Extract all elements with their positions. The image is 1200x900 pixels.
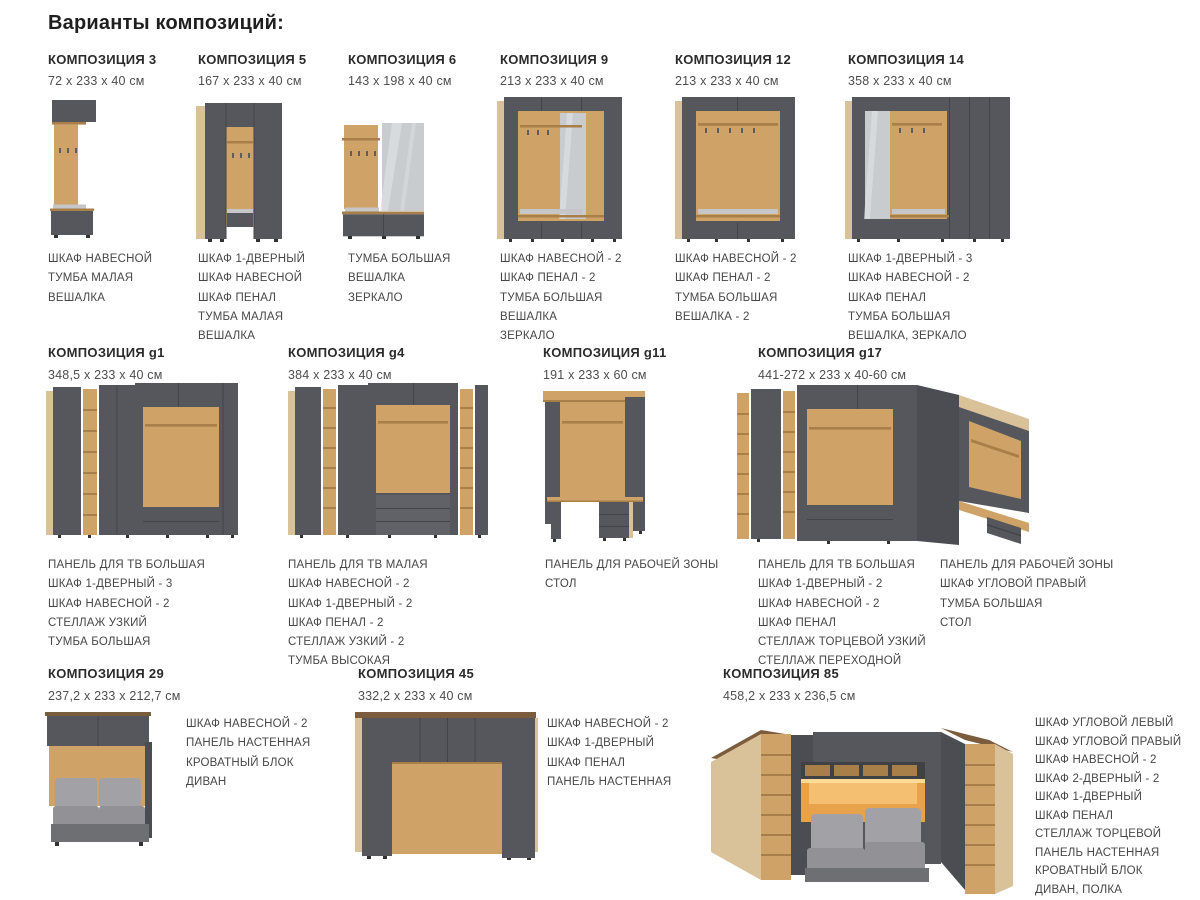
component-item: ВЕШАЛКА - 2	[675, 310, 750, 323]
composition-g17-image	[737, 383, 1029, 545]
component-item: ПАНЕЛЬ ДЛЯ ТВ БОЛЬШАЯ	[48, 559, 205, 571]
composition-3-image	[50, 100, 100, 240]
composition-29-title: КОМПОЗИЦИЯ 29	[48, 666, 164, 681]
component-item: СТЕЛЛАЖ УЗКИЙ	[48, 616, 148, 629]
component-item: ВЕШАЛКА	[500, 310, 558, 323]
composition-g17-items-col2	[940, 556, 1115, 633]
furniture-render-3	[50, 100, 100, 240]
component-item: СТОЛ	[545, 578, 577, 591]
composition-5-dimensions: 167 x 233 x 40 см	[198, 74, 302, 88]
composition-g4-title: КОМПОЗИЦИЯ g4	[288, 345, 405, 360]
composition-6-dimensions: 143 x 198 x 40 см	[348, 74, 452, 88]
component-item: ТУМБА МАЛАЯ	[198, 310, 284, 323]
component-item: ШКАФ УГЛОВОЙ ПРАВЫЙ	[940, 578, 1087, 591]
component-item: ВЕШАЛКА, ЗЕРКАЛО	[848, 330, 967, 343]
component-item: ТУМБА БОЛЬШАЯ	[940, 597, 1043, 610]
composition-14-dimensions: 358 x 233 x 40 см	[848, 74, 952, 88]
composition-g17-dimensions: 441-272 x 233 x 40-60 см	[758, 368, 907, 382]
component-item: ТУМБА БОЛЬШАЯ	[848, 310, 951, 323]
furniture-render-g1	[46, 383, 238, 541]
component-item: СТЕЛЛАЖ ТОРЦЕВОЙ УЗКИЙ	[758, 636, 926, 649]
composition-3-items	[48, 250, 193, 308]
composition-3-dimensions: 72 x 233 x 40 см	[48, 74, 145, 88]
component-item: ВЕШАЛКА	[348, 272, 406, 285]
component-item: ВЕШАЛКА	[198, 330, 256, 343]
component-item: ШКАФ ПЕНАЛ	[198, 291, 277, 304]
composition-g11-dimensions: 191 x 233 x 60 см	[543, 368, 647, 382]
composition-g1-dimensions: 348,5 x 233 x 40 см	[48, 368, 163, 382]
component-item: ВЕШАЛКА	[48, 291, 106, 304]
composition-g17-title: КОМПОЗИЦИЯ g17	[758, 345, 883, 360]
composition-45-dimensions: 332,2 x 233 x 40 см	[358, 689, 473, 703]
component-item: ШКАФ НАВЕСНОЙ - 2	[186, 718, 308, 730]
furniture-render-14	[845, 97, 1010, 243]
composition-29-image	[45, 712, 160, 857]
composition-29-dimensions: 237,2 x 233 x 212,7 см	[48, 689, 181, 703]
composition-12-items	[675, 250, 835, 327]
component-item: ШКАФ НАВЕСНОЙ - 2	[547, 718, 669, 730]
composition-29-items	[186, 715, 351, 792]
component-item: ТУМБА БОЛЬШАЯ	[48, 636, 151, 649]
component-item: ШКАФ ПЕНАЛ	[758, 616, 837, 629]
component-item: ШКАФ ПЕНАЛ - 2	[288, 616, 384, 629]
furniture-render-85	[703, 702, 1023, 900]
composition-5-items	[198, 250, 343, 346]
component-item: ДИВАН	[186, 775, 227, 788]
composition-g11-items	[545, 556, 730, 595]
component-item: ТУМБА БОЛЬШАЯ	[675, 291, 778, 304]
composition-g11-image	[543, 385, 651, 545]
furniture-render-45	[355, 712, 538, 860]
composition-6-items	[348, 250, 493, 308]
furniture-render-12	[675, 97, 795, 243]
composition-12-title: КОМПОЗИЦИЯ 12	[675, 52, 791, 67]
composition-85-dimensions: 458,2 x 233 x 236,5 см	[723, 689, 856, 703]
component-item: ТУМБА БОЛЬШАЯ	[500, 291, 603, 304]
furniture-render-g4	[288, 383, 488, 541]
page-title: Варианты композиций:	[48, 12, 285, 34]
component-item: СТЕЛЛАЖ УЗКИЙ - 2	[288, 636, 405, 649]
component-item: ТУМБА БОЛЬШАЯ	[348, 253, 451, 265]
composition-3-title: КОМПОЗИЦИЯ 3	[48, 52, 157, 67]
component-item: ШКАФ НАВЕСНОЙ - 2	[848, 272, 970, 285]
composition-12-image	[675, 97, 795, 243]
component-item: ШКАФ 1-ДВЕРНЫЙ - 3	[848, 253, 973, 265]
component-item: ШКАФ 2-ДВЕРНЫЙ - 2	[1035, 772, 1160, 785]
composition-9-title: КОМПОЗИЦИЯ 9	[500, 52, 609, 67]
component-item: ШКАФ НАВЕСНОЙ	[48, 253, 153, 265]
composition-g1-items	[48, 556, 238, 652]
component-item: ШКАФ НАВЕСНОЙ - 2	[1035, 754, 1157, 766]
composition-85-image	[703, 702, 1023, 900]
component-item: КРОВАТНЫЙ БЛОК	[1035, 865, 1143, 877]
component-item: СТЕЛЛАЖ ПЕРЕХОДНОЙ	[758, 655, 902, 668]
composition-6-title: КОМПОЗИЦИЯ 6	[348, 52, 457, 67]
furniture-render-9	[497, 97, 625, 243]
component-item: ШКАФ ПЕНАЛ - 2	[500, 272, 596, 285]
composition-9-items	[500, 250, 660, 346]
component-item: ЗЕРКАЛО	[348, 291, 403, 304]
component-item: ШКАФ НАВЕСНОЙ - 2	[500, 253, 622, 265]
composition-9-dimensions: 213 x 233 x 40 см	[500, 74, 604, 88]
component-item: ШКАФ ПЕНАЛ	[547, 756, 626, 769]
component-item: ШКАФ 1-ДВЕРНЫЙ - 2	[288, 597, 413, 610]
component-item: ПАНЕЛЬ НАСТЕННАЯ	[1035, 846, 1160, 859]
component-item: ПАНЕЛЬ ДЛЯ ТВ МАЛАЯ	[288, 559, 428, 571]
component-item: ПАНЕЛЬ ДЛЯ РАБОЧЕЙ ЗОНЫ	[940, 559, 1114, 571]
composition-12-dimensions: 213 x 233 x 40 см	[675, 74, 779, 88]
furniture-render-g17	[737, 383, 1029, 545]
composition-g4-items	[288, 556, 478, 672]
composition-14-items	[848, 250, 1023, 346]
furniture-render-29	[45, 712, 160, 857]
component-item: ТУМБА МАЛАЯ	[48, 272, 134, 285]
component-item: ШКАФ 1-ДВЕРНЫЙ - 3	[48, 578, 173, 591]
composition-6-image	[342, 123, 426, 241]
component-item: ШКАФ НАВЕСНОЙ	[198, 272, 303, 285]
component-item: ПАНЕЛЬ ДЛЯ РАБОЧЕЙ ЗОНЫ	[545, 559, 719, 571]
composition-14-image	[845, 97, 1010, 243]
furniture-render-6	[342, 123, 426, 241]
component-item: ДИВАН, ПОЛКА	[1035, 883, 1123, 896]
component-item: ПАНЕЛЬ ДЛЯ ТВ БОЛЬШАЯ	[758, 559, 915, 571]
component-item: ШКАФ ПЕНАЛ - 2	[675, 272, 771, 285]
composition-5-title: КОМПОЗИЦИЯ 5	[198, 52, 307, 67]
composition-g4-image	[288, 383, 488, 541]
composition-g1-title: КОМПОЗИЦИЯ g1	[48, 345, 165, 360]
furniture-render-g11	[543, 385, 651, 545]
component-item: КРОВАТНЫЙ БЛОК	[186, 756, 294, 769]
composition-5-image	[196, 103, 282, 243]
composition-85-title: КОМПОЗИЦИЯ 85	[723, 666, 839, 681]
component-item: ЗЕРКАЛО	[500, 330, 555, 343]
component-item: ШКАФ НАВЕСНОЙ - 2	[48, 597, 170, 610]
composition-g11-title: КОМПОЗИЦИЯ g11	[543, 345, 667, 360]
component-item: ШКАФ 1-ДВЕРНЫЙ	[198, 253, 306, 265]
component-item: ШКАФ НАВЕСНОЙ - 2	[675, 253, 797, 265]
composition-9-image	[497, 97, 625, 243]
composition-g1-image	[46, 383, 238, 541]
component-item: ШКАФ ПЕНАЛ	[848, 291, 927, 304]
component-item: ШКАФ 1-ДВЕРНЫЙ	[547, 737, 655, 750]
component-item: ШКАФ УГЛОВОЙ ПРАВЫЙ	[1035, 735, 1182, 748]
composition-g17-items-col1	[758, 556, 933, 672]
component-item: ШКАФ ПЕНАЛ	[1035, 809, 1114, 822]
component-item: ШКАФ 1-ДВЕРНЫЙ	[1035, 791, 1143, 803]
component-item: ШКАФ 1-ДВЕРНЫЙ - 2	[758, 578, 883, 591]
composition-85-items	[1035, 714, 1200, 899]
composition-45-items	[547, 715, 712, 792]
component-item: ТУМБА ВЫСОКАЯ	[288, 655, 391, 668]
composition-45-image	[355, 712, 538, 860]
component-item: ШКАФ НАВЕСНОЙ - 2	[288, 578, 410, 591]
component-item: СТЕЛЛАЖ ТОРЦЕВОЙ	[1035, 828, 1162, 840]
component-item: ПАНЕЛЬ НАСТЕННАЯ	[547, 775, 672, 788]
component-item: ШКАФ УГЛОВОЙ ЛЕВЫЙ	[1035, 717, 1174, 729]
component-item: ШКАФ НАВЕСНОЙ - 2	[758, 597, 880, 610]
component-item: ПАНЕЛЬ НАСТЕННАЯ	[186, 737, 311, 750]
composition-14-title: КОМПОЗИЦИЯ 14	[848, 52, 964, 67]
component-item: СТОЛ	[940, 616, 972, 629]
composition-45-title: КОМПОЗИЦИЯ 45	[358, 666, 474, 681]
composition-g4-dimensions: 384 x 233 x 40 см	[288, 368, 392, 382]
furniture-render-5	[196, 103, 282, 243]
